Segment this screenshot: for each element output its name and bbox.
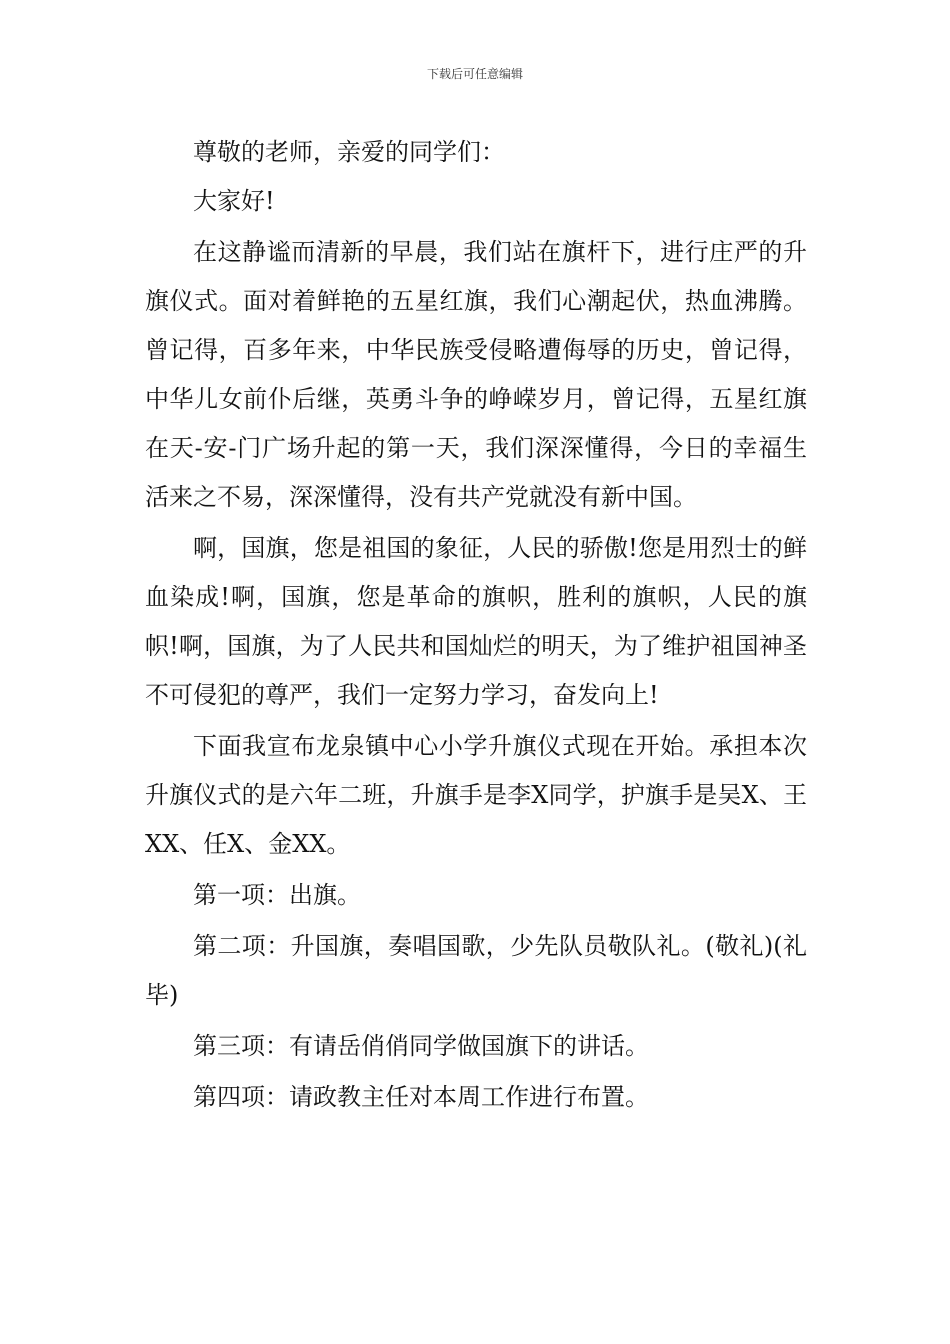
page-header-note: 下载后可任意编辑 <box>426 67 523 81</box>
salutation: 尊敬的老师，亲爱的同学们： <box>193 138 505 166</box>
agenda-item-4: 第四项：请政教主任对本周工作进行布置。 <box>193 1083 649 1111</box>
paragraph-flag-praise: 啊，国旗，您是祖国的象征，人民的骄傲!您是用烈士的鲜血染成!啊，国旗，您是革命的旗帜，胜利的旗帜，人民的旗帜!啊，国旗，为了人民共和国灿烂的明天，为了维护祖国神圣不可侵犯的尊严，我们一定努力学习，奋发向上! <box>145 534 807 709</box>
document-body <box>145 128 807 1122</box>
agenda-item-3: 第三项：有请岳俏俏同学做国旗下的讲话。 <box>193 1032 649 1060</box>
agenda-item-1: 第一项：出旗。 <box>193 881 361 909</box>
paragraph-opening: 在这静谧而清新的早晨，我们站在旗杆下，进行庄严的升旗仪式。面对着鲜艳的五星红旗，我们心潮起伏，热血沸腾。曾记得，百多年来，中华民族受侵略遭侮辱的历史，曾记得，中华儿女前仆后继，英勇斗争的峥嵘岁月，曾记得，五星红旗在天-安-门广场升起的第一天，我们深深懂得，今日的幸福生活来之不易，深深懂得，没有共产党就没有新中国。 <box>145 238 807 511</box>
paragraph-announcement: 下面我宣布龙泉镇中心小学升旗仪式现在开始。承担本次升旗仪式的是六年二班，升旗手是李X同学，护旗手是吴X、王XX、任X、金XX。 <box>145 732 807 858</box>
agenda-item-2: 第二项：升国旗，奏唱国歌，少先队员敬队礼。(敬礼)(礼毕) <box>145 932 807 1009</box>
greeting: 大家好! <box>193 187 275 215</box>
